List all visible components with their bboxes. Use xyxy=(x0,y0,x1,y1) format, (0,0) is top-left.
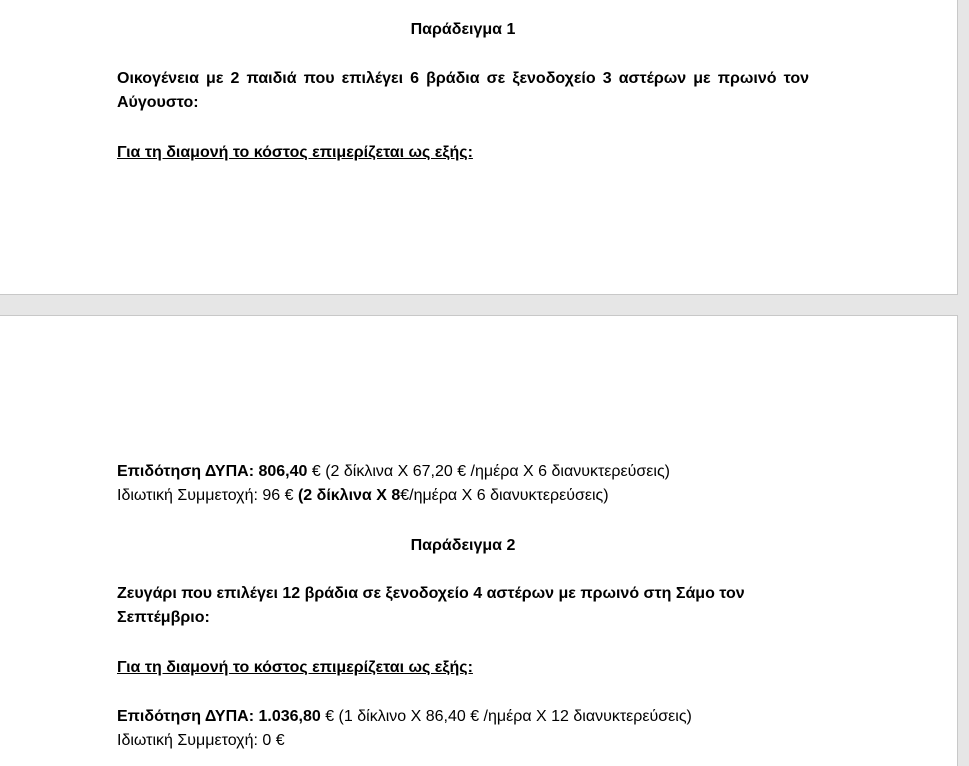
cost-heading-2-line xyxy=(117,656,809,680)
example-1-private-bold: (2 δίκλινα Χ 8 xyxy=(297,487,401,504)
example-1-private-line xyxy=(117,484,809,508)
example-1-subsidy-label: Επιδότηση ΔΥΠΑ: 806,40 xyxy=(117,463,308,480)
example-1-subsidy-detail: € (2 δίκλινα Χ 67,20 € /ημέρα Χ 6 διανυκτερεύσεις) xyxy=(307,463,670,480)
document-page-1 xyxy=(0,0,958,295)
example-1-private-label: Ιδιωτική Συμμετοχή: 96 € xyxy=(117,487,298,504)
example-2-intro: Ζευγάρι που επιλέγει 12 βράδια σε ξενοδοχείο 4 αστέρων με πρωινό στη Σάμο τον Σεπτέμβριο: xyxy=(117,585,745,626)
example-2-private-line: Ιδιωτική Συμμετοχή: 0 € xyxy=(117,732,285,749)
example-2-subsidy-line xyxy=(117,705,809,729)
example-1-private-detail: €/ημέρα Χ 6 διανυκτερεύσεις) xyxy=(400,487,609,504)
cost-heading-line xyxy=(117,141,809,165)
example-2-subsidy-detail: € (1 δίκλινο Χ 86,40 € /ημέρα Χ 12 διανυκτερεύσεις) xyxy=(320,708,692,725)
example-2-subsidy-label: Επιδότηση ΔΥΠΑ: 1.036,80 xyxy=(117,708,321,725)
example-1-cost-heading: Για τη διαμονή το κόστος επιμερίζεται ως εξής: xyxy=(117,144,473,161)
example-1-intro: Οικογένεια με 2 παιδιά που επιλέγει 6 βράδια σε ξενοδοχείο 3 αστέρων με πρωινό τον Αύγουστο: xyxy=(117,70,809,111)
example-2-heading: Παράδειγμα 2 xyxy=(410,537,516,554)
example-1-subsidy-line xyxy=(117,460,809,484)
example-2-cost-heading: Για τη διαμονή το κόστος επιμερίζεται ως εξής: xyxy=(117,659,473,676)
example-1-heading: Παράδειγμα 1 xyxy=(410,21,516,38)
document-page-2 xyxy=(0,315,958,766)
